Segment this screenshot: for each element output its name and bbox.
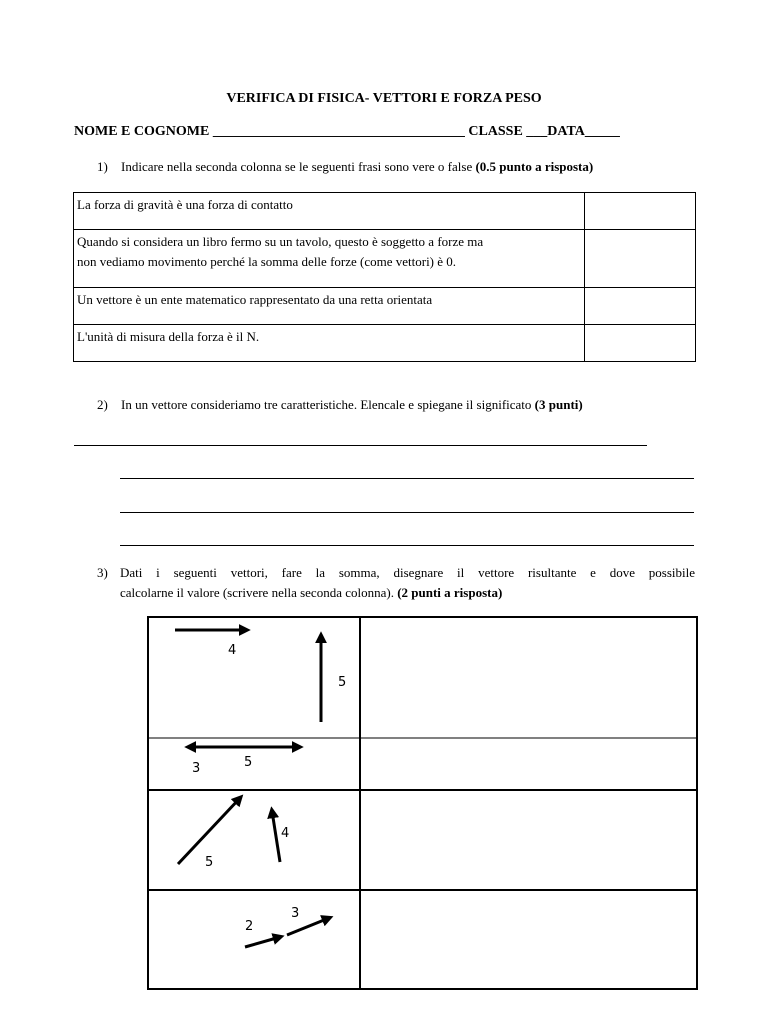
question-2 <box>97 395 583 415</box>
answer-line[interactable] <box>120 545 694 546</box>
question-1 <box>97 157 593 177</box>
question-3-number: 3) <box>97 565 108 580</box>
answer-cell[interactable] <box>585 325 696 362</box>
question-2-number: 2) <box>97 397 108 412</box>
page-title: VERIFICA DI FISICA- VETTORI E FORZA PESO <box>226 91 542 106</box>
statement-cell <box>74 193 585 230</box>
answer-line[interactable] <box>120 478 694 479</box>
result-cell-4[interactable] <box>361 891 696 988</box>
question-1-number: 1) <box>97 159 108 174</box>
vector-sum-table <box>147 616 699 992</box>
result-cell-3[interactable] <box>361 791 696 889</box>
vector-label: 5 <box>338 675 347 690</box>
answer-line[interactable] <box>120 512 694 513</box>
question-1-text: Indicare nella seconda colonna se le seguenti frasi sono vere o false <box>121 159 473 174</box>
question-3 <box>120 563 695 603</box>
vector-label: 4 <box>281 826 290 841</box>
statement-text: Quando si considera un libro fermo su un tavolo, questo è soggetto a forze ma <box>77 234 484 249</box>
statement-text: Un vettore è un ente matematico rappresentato da una retta orientata <box>77 292 433 307</box>
question-1-points: (0.5 punto a risposta) <box>475 159 594 174</box>
statement-cell <box>74 325 585 362</box>
true-false-table <box>73 192 696 362</box>
question-2-text: In un vettore consideriamo tre caratteristiche. Elencale e spiegane il significato <box>121 397 532 412</box>
answer-cell[interactable] <box>585 288 696 325</box>
vector-label: 5 <box>244 755 253 770</box>
statement-text: La forza di gravità è una forza di contatto <box>77 197 293 212</box>
question-3-text-cont: calcolarne il valore (scrivere nella seconda colonna). <box>120 585 394 600</box>
statement-cell <box>74 288 585 325</box>
statement-text-cont: non vediamo movimento perché la somma delle forze (come vettori) è 0. <box>77 254 457 269</box>
question-2-points: (3 punti) <box>534 397 583 412</box>
vector-label: 5 <box>205 855 214 870</box>
vector-label: 2 <box>245 919 254 934</box>
statement-text: L'unità di misura della forza è il N. <box>77 329 260 344</box>
question-3-text: Dati i seguenti vettori, fare la somma, disegnare il vettore risultante e dove possibile <box>120 565 695 580</box>
vector-label: 3 <box>291 906 300 921</box>
name-class-date-line: NOME E COGNOME ____________________________________ CLASSE ___DATA_____ <box>74 124 620 139</box>
result-cell-1[interactable] <box>361 618 696 737</box>
statement-cell <box>74 230 585 288</box>
answer-cell[interactable] <box>585 193 696 230</box>
result-cell-2[interactable] <box>361 739 696 789</box>
answer-cell[interactable] <box>585 230 696 288</box>
vector-label: 3 <box>192 761 201 776</box>
question-3-points: (2 punti a risposta) <box>397 585 503 600</box>
vector-arrow-2 <box>245 937 280 947</box>
vector-arrow-4-steep <box>272 811 280 862</box>
vector-label: 4 <box>228 643 237 658</box>
answer-line[interactable] <box>74 445 647 446</box>
